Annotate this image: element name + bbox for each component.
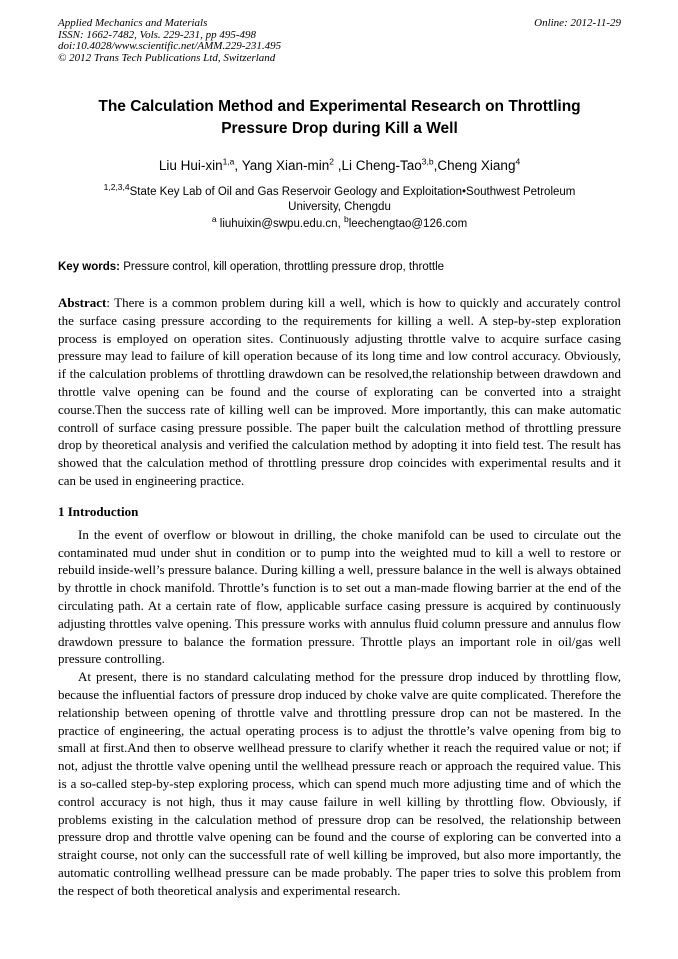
intro-paragraph-1: In the event of overflow or blowout in drilling, the choke manifold can be used to circulate out the contaminated mud under shut in condition or to pump into the weighted mud to kill a well to restore or rebuild inside-well’s pressure balance. During killing a well, pressure balance in the well is always obtained by throttle in chock manifold. Throttle’s function is to set out a man-made flowing barrier at the end of the circulating path. At a certain rate of flow, applicable surface casing pressure is acquired by continuously adjusting throttles valve opening. This pressure works with annulus fluid column pressure and annulus flow drawdown pressure to balance the formation pressure. Throttle plays an important role in oil/gas well pressure controlling. xyxy=(58,526,621,667)
abstract-text: : There is a common problem during kill a well, which is how to quickly and accurately control the surface casing pressure according to the requirements for killing a well. A step-by-step exploration process is employed on operation sites. Continuously adjusting throttle valve to acquire surface casing pressure may lead to failure of kill operation because of its long time and low control accuracy. Obviously, if the calculation problems of throttling drawdown can be resolved,the relationship between drawdown and throttle valve opening can be found and the course of explorating can be converted into a straight course.Then the success rate of killing well can be improved. More importantly, this can make automatic controll of surface casing pressure possible. The paper built the calculation method of throttling pressure drop by theoretical analysis and verified the calculation method by adopting it into field test. The result has showed that the calculation method of throttling pressure drop coincides with experimental results and it can be used in engineering practice. xyxy=(58,295,621,488)
author-separator: , xyxy=(433,158,438,173)
author-name: Cheng Xiang xyxy=(437,158,516,173)
author-name: Liu Hui-xin xyxy=(158,158,223,173)
abstract-label: Abstract xyxy=(58,295,107,310)
author-separator: , xyxy=(333,158,342,173)
email-superscript-a: a xyxy=(211,214,217,225)
author-superscript: 1,a xyxy=(222,156,235,167)
author-separator: , xyxy=(234,158,242,173)
copyright-line: © 2012 Trans Tech Publications Ltd, Switzerland xyxy=(58,51,276,64)
affiliation-text: State Key Lab of Oil and Gas Reservoir Geology and Exploitation•Southwest Petroleum University, Chengdu xyxy=(129,186,576,213)
email-line xyxy=(58,214,621,230)
author-superscript: 3,b xyxy=(421,156,434,167)
author-name: Li Cheng-Tao xyxy=(341,158,422,173)
intro-paragraph-2: At present, there is no standard calculating method for the pressure drop induced by throttling flow, because the influential factors of pressure drop induced by choke valve are quite complicated. Therefore the relationship between opening of throttle valve and throttling pressure drop can not be mastered. In the practice of engineering, the actual operating process is to adjust the throttle’s valve opening from big to small at first.And then to observe wellhead pressure to clarify whether it reach the required value or not; if not, adjust the throttle valve opening until the wellhead pressure reach or approach the required value. This is a so-called step-by-step exploring process, which can spend much more adjusting time and of which the control accuracy is not high, thus it may cause failure in well killing by throttling flow. Obviously, if problems existing in the calculation method of pressure drop can be resolved, the relationship between pressure drop and throttle valve opening can be found and the course of exploring can be converted into a straight course, not only can the successfull rate of well killing be improved, but also more importantly, the automatic controlling wellhead pressure can be made probably. The paper tries to solve this problem from the respect of both theoretical analysis and experimental research. xyxy=(58,669,621,898)
keywords-text: Pressure control, kill operation, throttling pressure drop, throttle xyxy=(120,261,445,273)
doi-line: doi:10.4028/www.scientific.net/AMM.229-231.495 xyxy=(58,40,282,52)
keywords-line xyxy=(58,261,621,273)
email-address-b: leechengtao@126.com xyxy=(348,218,468,230)
online-date: Online: 2012-11-29 xyxy=(534,17,621,29)
section-heading-introduction: 1 Introduction xyxy=(58,503,139,519)
email-address-a: liuhuixin@swpu.edu.cn, xyxy=(216,218,344,230)
email-superscript-b: b xyxy=(343,214,349,225)
paper-title: The Calculation Method and Experimental Research on Throttling Pressure Drop during Kill a Well xyxy=(98,98,581,137)
issn-line: ISSN: 1662-7482, Vols. 229-231, pp 495-498 xyxy=(58,28,256,41)
journal-header xyxy=(58,18,621,64)
author-name: Yang Xian-min xyxy=(241,158,330,173)
abstract-paragraph xyxy=(58,294,621,490)
affiliation-superscript: 1,2,3,4 xyxy=(103,182,130,193)
journal-title: Applied Mechanics and Materials xyxy=(58,17,208,29)
affiliation-line xyxy=(85,182,595,215)
keywords-label: Key words: xyxy=(58,261,120,273)
author-superscript: 4 xyxy=(515,156,521,167)
author-superscript: 2 xyxy=(329,156,334,167)
author-line xyxy=(58,158,621,173)
